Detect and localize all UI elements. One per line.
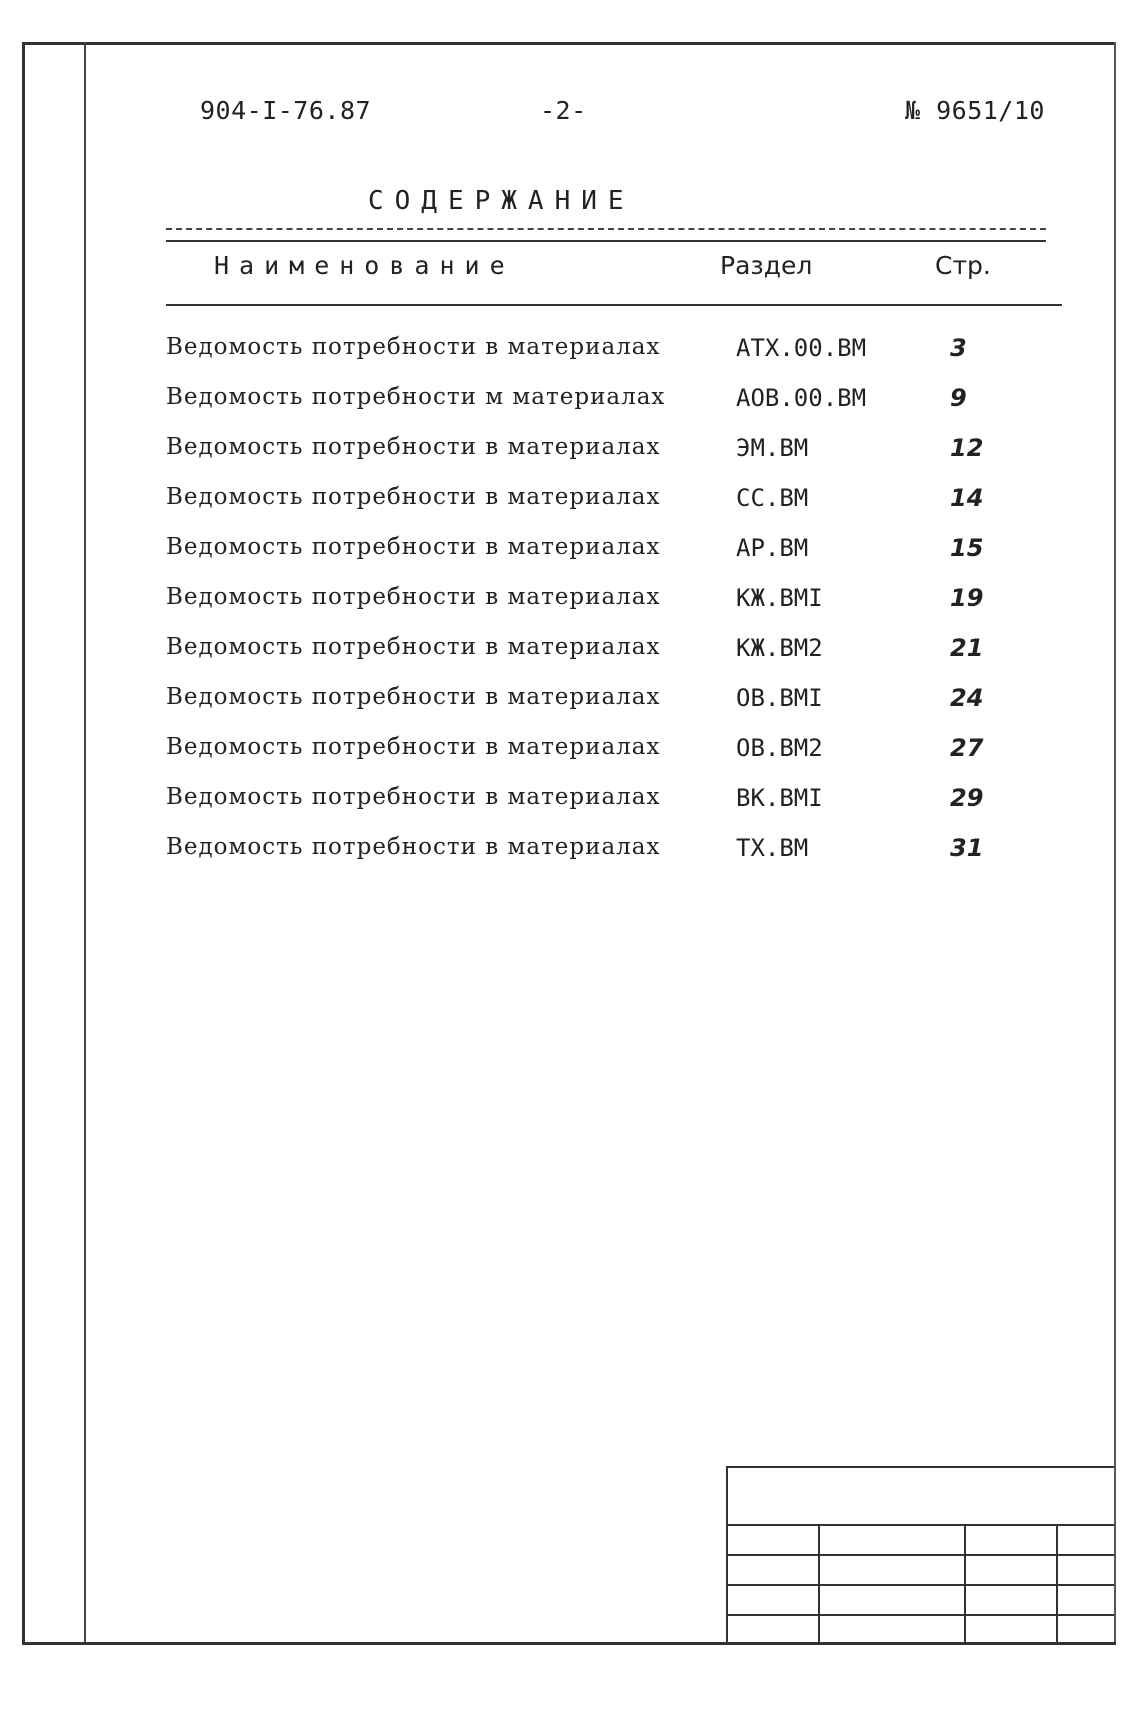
page-title: СОДЕРЖАНИЕ — [368, 186, 635, 216]
row-item-name: Ведомость потребности в материалах — [166, 334, 661, 360]
row-section-code: СС.ВМ — [736, 484, 809, 512]
row-page-number: 15 — [950, 534, 984, 562]
row-item-name: Ведомость потребности в материалах — [166, 834, 661, 860]
contents-row — [0, 484, 1135, 524]
table-top-rule — [166, 240, 1046, 242]
row-item-name: Ведомость потребности в материалах — [166, 584, 661, 610]
row-page-number: 24 — [950, 684, 984, 712]
table-header-rule — [166, 304, 1062, 306]
row-page-number: 12 — [950, 434, 984, 462]
contents-row — [0, 784, 1135, 824]
row-item-name: Ведомость потребности в материалах — [166, 684, 661, 710]
column-header-section: Раздел — [720, 251, 813, 280]
row-section-code: ОВ.ВМ2 — [736, 734, 823, 762]
page-marker: -2- — [540, 96, 587, 125]
row-section-code: ВК.ВМI — [736, 784, 823, 812]
row-item-name: Ведомость потребности в материалах — [166, 634, 661, 660]
row-item-name: Ведомость потребности м материалах — [166, 384, 666, 410]
frame-top-border — [22, 42, 1116, 45]
contents-row — [0, 684, 1135, 724]
document-code: 904-I-76.87 — [200, 96, 372, 125]
row-section-code: ТХ.ВМ — [736, 834, 809, 862]
row-section-code: АТХ.00.ВМ — [736, 334, 867, 362]
row-page-number: 9 — [950, 384, 967, 412]
row-item-name: Ведомость потребности в материалах — [166, 534, 661, 560]
row-section-code: АР.ВМ — [736, 534, 809, 562]
contents-row — [0, 534, 1135, 574]
row-page-number: 27 — [950, 734, 984, 762]
contents-row — [0, 834, 1135, 874]
row-section-code: АОВ.00.ВМ — [736, 384, 867, 412]
row-page-number: 14 — [950, 484, 984, 512]
row-section-code: ЭМ.ВМ — [736, 434, 809, 462]
contents-row — [0, 334, 1135, 374]
row-page-number: 19 — [950, 584, 984, 612]
contents-row — [0, 384, 1135, 424]
row-item-name: Ведомость потребности в материалах — [166, 484, 661, 510]
row-item-name: Ведомость потребности в материалах — [166, 734, 661, 760]
row-section-code: КЖ.ВМ2 — [736, 634, 823, 662]
row-page-number: 21 — [950, 634, 984, 662]
row-section-code: КЖ.ВМI — [736, 584, 823, 612]
row-page-number: 3 — [950, 334, 967, 362]
column-header-page: Стр. — [935, 251, 991, 280]
title-block-stamp — [726, 1466, 1114, 1642]
frame-bottom-border — [22, 1642, 1116, 1645]
contents-row — [0, 634, 1135, 674]
row-page-number: 29 — [950, 784, 984, 812]
row-item-name: Ведомость потребности в материалах — [166, 784, 661, 810]
row-page-number: 31 — [950, 834, 984, 862]
contents-row — [0, 734, 1135, 774]
row-item-name: Ведомость потребности в материалах — [166, 434, 661, 460]
contents-row — [0, 584, 1135, 624]
row-section-code: ОВ.ВМI — [736, 684, 823, 712]
contents-row — [0, 434, 1135, 474]
registry-number: № 9651/10 — [905, 96, 1045, 125]
column-header-name: Наименование — [214, 251, 515, 280]
title-dashed-rule — [166, 228, 1046, 230]
